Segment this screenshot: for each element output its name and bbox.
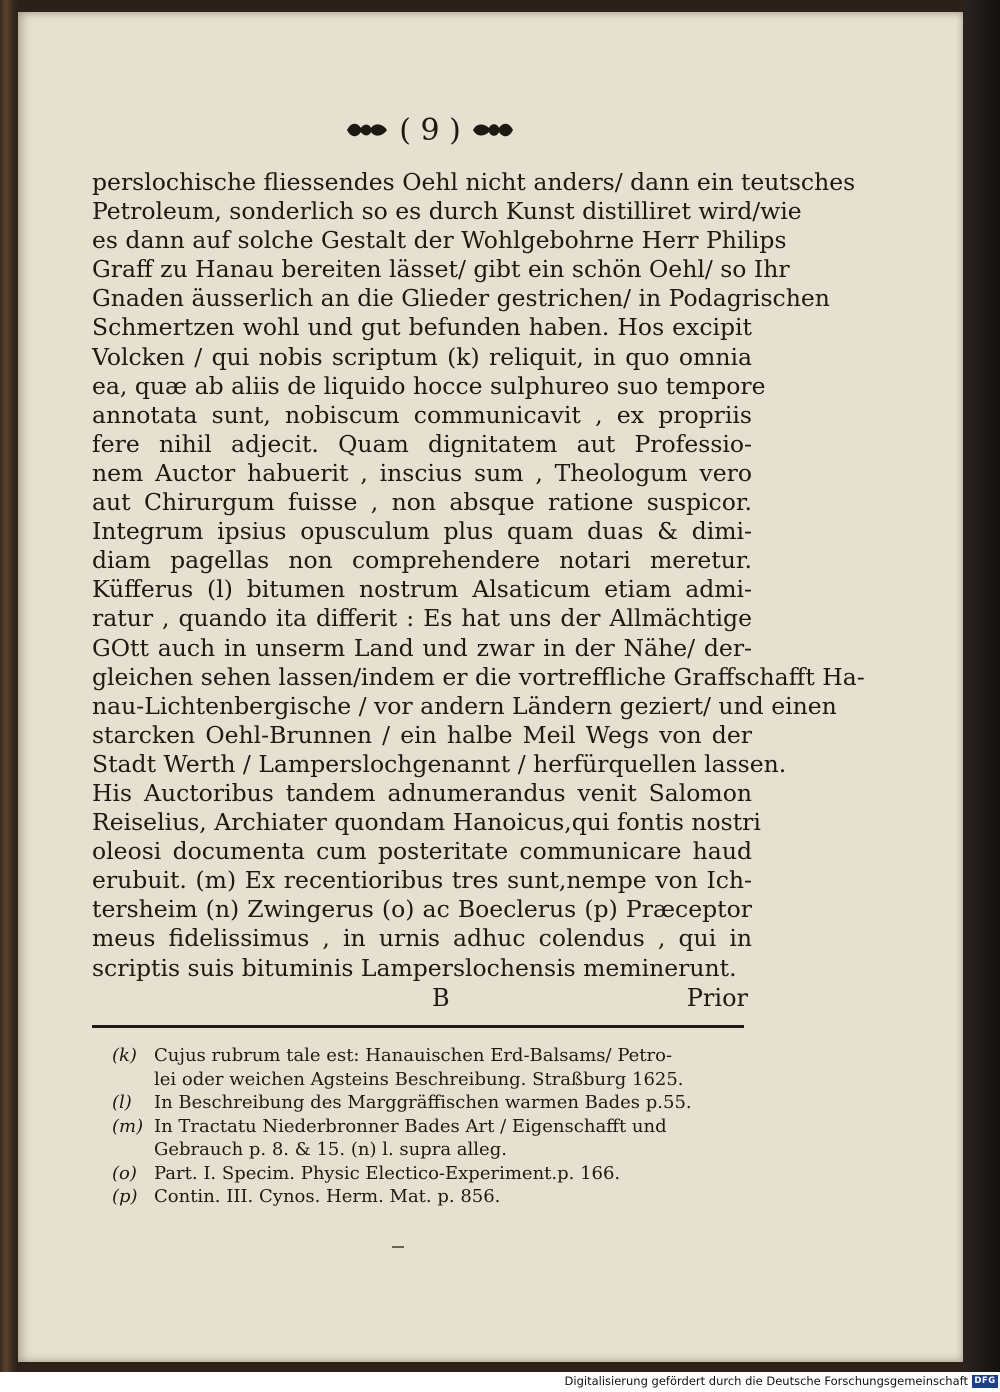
page-number: ( 9 ): [399, 112, 461, 148]
text-line: ratur , quando ita differit : Es hat uns der Allmächtige: [92, 604, 752, 633]
signature-line: [92, 984, 752, 1014]
left-ornament-icon: [345, 120, 389, 140]
footnote-mark: (k): [112, 1045, 137, 1066]
page-header: [300, 110, 560, 150]
footnote-mark: [112, 1068, 154, 1092]
text-line: starcken Oehl-Brunnen / ein halbe Meil Wegs von der: [92, 720, 752, 749]
footnote: [112, 1044, 752, 1068]
main-text: [92, 168, 865, 983]
text-line: Volcken / qui nobis scriptum (k) reliquit, in quo omnia: [92, 342, 752, 371]
footnote: [112, 1115, 752, 1139]
text-line: Graff zu Hanau bereiten lässet/ gibt ein schön Oehl/ so Ihr: [92, 255, 790, 284]
text-line: erubuit. (m) Ex recentioribus tres sunt,nempe von Ich-: [92, 866, 752, 895]
footnote-mark: (m): [112, 1115, 144, 1137]
footnote-text: Gebrauch p. 8. & 15. (n) l. supra alleg.: [154, 1139, 507, 1160]
right-ornament-icon: [471, 120, 515, 140]
text-line: Reiselius, Archiater quondam Hanoicus,qui fontis nostri: [92, 808, 761, 837]
text-line: perslochische fliessendes Oehl nicht anders/ dann ein teutsches: [92, 168, 856, 196]
text-line: meus fidelissimus , in urnis adhuc colendus , qui in: [92, 924, 752, 953]
text-line: scriptis suis bituminis Lamperslochensis meminerunt.: [92, 953, 737, 982]
text-line: Küfferus (l) bitumen nostrum Alsaticum etiam admi-: [92, 575, 752, 604]
footnote-text: Part. I. Specim. Physic Electico-Experiment.p. 166.: [154, 1162, 621, 1184]
catchword: Prior: [686, 984, 748, 1012]
footnote-mark: [112, 1138, 154, 1162]
footnote: [112, 1138, 752, 1162]
text-line: annotata sunt, nobiscum communicavit , ex propriis: [92, 400, 752, 429]
text-line: fere nihil adjecit. Quam dignitatem aut Professio-: [92, 429, 752, 458]
page-edge-shadow: [963, 0, 1000, 1372]
footnote-text: In Beschreibung des Marggräffischen warmen Bades p.55.: [154, 1092, 692, 1113]
text-line: ea, quæ ab aliis de liquido hocce sulphureo suo tempore: [92, 371, 766, 400]
text-line: His Auctoribus tandem adnumerandus venit Salomon: [92, 778, 752, 807]
text-line: gleichen sehen lassen/indem er die vortreffliche Graffschafft Ha-: [92, 662, 865, 691]
footnote: [112, 1091, 752, 1115]
footer-credit: Digitalisierung gefördert durch die Deutsche Forschungsgemeinschaft: [564, 1374, 968, 1388]
footnote: [112, 1068, 752, 1092]
signature-mark: B: [432, 984, 450, 1012]
footer-bar: [0, 1372, 1000, 1392]
footnote-text: Contin. III. Cynos. Herm. Mat. p. 856.: [154, 1186, 501, 1207]
text-line: es dann auf solche Gestalt der Wohlgebohrne Herr Philips: [92, 226, 787, 255]
dfg-logo-icon: DFG: [972, 1375, 998, 1388]
text-line: tersheim (n) Zwingerus (o) ac Boeclerus (p) Præceptor: [92, 895, 752, 924]
footnote-text: lei oder weichen Agsteins Beschreibung. Straßburg 1625.: [154, 1068, 684, 1090]
footnote-rule: [92, 1025, 744, 1028]
text-line: Petroleum, sonderlich so es durch Kunst distilliret wird/wie: [92, 197, 802, 226]
text-line: nau-Lichtenbergische / vor andern Ländern geziert/ und einen: [92, 691, 837, 720]
footnote-text: In Tractatu Niederbronner Bades Art / Eigenschafft und: [154, 1115, 667, 1137]
footnotes: [112, 1044, 752, 1209]
footnote: [112, 1162, 752, 1186]
text-line: GOtt auch in unserm Land und zwar in der Nähe/ der-: [92, 633, 752, 662]
text-line: Integrum ipsius opusculum plus quam duas & dimi-: [92, 517, 752, 546]
text-line: aut Chirurgum fuisse , non absque ratione suspicor.: [92, 488, 752, 517]
footnote: [112, 1185, 752, 1209]
footnote-mark: (p): [112, 1186, 138, 1207]
text-line: Stadt Werth / Lamperslochgenannt / herfürquellen lassen.: [92, 749, 787, 778]
footnote-mark: (l): [112, 1092, 132, 1113]
text-line: Gnaden äusserlich an die Glieder gestrichen/ in Podagrischen: [92, 284, 830, 313]
text-line: oleosi documenta cum posteritate communicare haud: [92, 837, 752, 866]
footnote-text: Cujus rubrum tale est: Hanauischen Erd-Balsams/ Petro-: [154, 1045, 673, 1066]
text-line: diam pagellas non comprehendere notari meretur.: [92, 546, 752, 575]
footnote-mark: (o): [112, 1162, 137, 1184]
text-line: Schmertzen wohl und gut befunden haben. Hos excipit: [92, 313, 752, 342]
page-dash-mark: [392, 1246, 404, 1248]
text-line: nem Auctor habuerit , inscius sum , Theologum vero: [92, 458, 752, 487]
